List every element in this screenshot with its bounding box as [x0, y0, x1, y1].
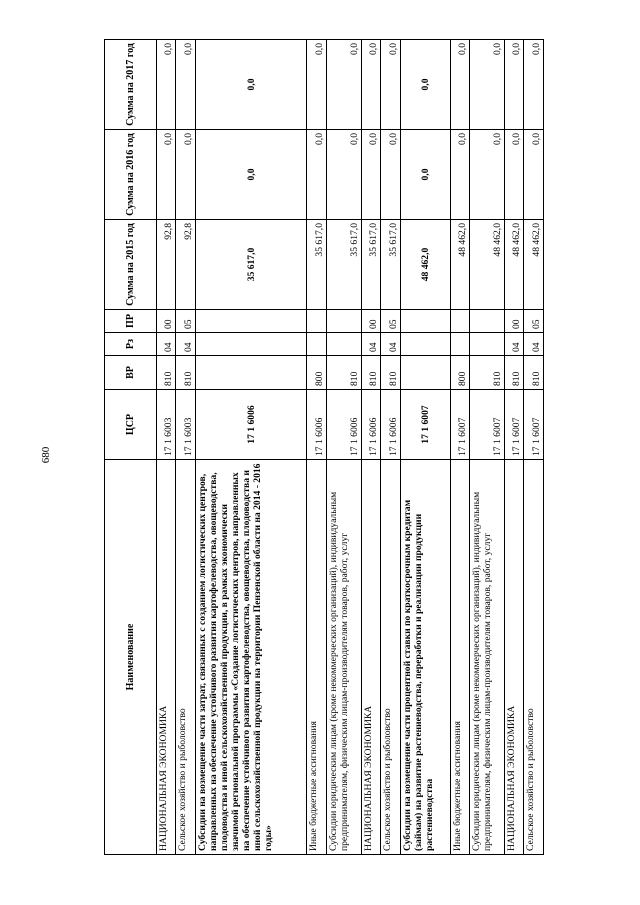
cell-rz: 04 [157, 333, 176, 356]
cell-rz: 04 [176, 333, 195, 356]
cell-sum-2016: 0,0 [326, 130, 361, 220]
header-sum-2016: Сумма на 2016 год [105, 130, 157, 220]
header-sum-2017: Сумма на 2017 год [105, 40, 157, 130]
cell-rz [326, 333, 361, 356]
cell-csr: 17 1 6007 [505, 390, 524, 460]
cell-name: Сельское хозяйство и рыболовство [524, 460, 544, 855]
cell-name: Субсидии на возмещение части затрат, связанных с созданием логистических центров, направленных на обеспечение устойчивого развития картофелеводства, овощеводства, плодоводства и иной сельскохозяйственной продукции, в рамках экономически значимой региональной программы «Создание логистических центров, направленных на обеспечение устойчивого развития картофелеводства, овощеводства, плодоводства и иной сельскохозяйственной продукции на территории Пензенской области на 2014 - 2016 годы» [195, 460, 306, 855]
cell-name: Иные бюджетные ассигнования [307, 460, 326, 855]
cell-vr: 810 [157, 356, 176, 390]
header-rz: Рз [105, 333, 157, 356]
cell-sum-2015: 48 462,0 [470, 220, 505, 310]
cell-name: Сельское хозяйство и рыболовство [176, 460, 195, 855]
cell-vr: 810 [176, 356, 195, 390]
cell-name: Субсидии на возмещение части процентной ставки по краткосрочным кредитам (займам) на развитие растениеводства, переработки и реализации продукции растениеводства [400, 460, 450, 855]
cell-rz [450, 333, 469, 356]
cell-sum-2015: 35 617,0 [381, 220, 400, 310]
cell-csr: 17 1 6003 [157, 390, 176, 460]
cell-sum-2017: 0,0 [361, 40, 380, 130]
cell-csr: 17 1 6003 [176, 390, 195, 460]
cell-sum-2016: 0,0 [450, 130, 469, 220]
table-row [176, 40, 195, 855]
cell-name: НАЦИОНАЛЬНАЯ ЭКОНОМИКА [505, 460, 524, 855]
cell-sum-2015: 35 617,0 [361, 220, 380, 310]
cell-vr: 810 [524, 356, 544, 390]
cell-sum-2016: 0,0 [195, 130, 306, 220]
cell-rz [470, 333, 505, 356]
cell-pr [307, 310, 326, 333]
table-row [505, 40, 524, 855]
cell-name: НАЦИОНАЛЬНАЯ ЭКОНОМИКА [157, 460, 176, 855]
cell-pr: 05 [176, 310, 195, 333]
cell-vr: 810 [381, 356, 400, 390]
cell-rz: 04 [524, 333, 544, 356]
cell-csr: 17 1 6006 [381, 390, 400, 460]
cell-pr [195, 310, 306, 333]
cell-pr [450, 310, 469, 333]
cell-vr: 800 [307, 356, 326, 390]
table-row [326, 40, 361, 855]
cell-sum-2017: 0,0 [470, 40, 505, 130]
cell-rz: 04 [381, 333, 400, 356]
cell-vr: 810 [505, 356, 524, 390]
budget-table [104, 39, 544, 855]
cell-sum-2015: 48 462,0 [505, 220, 524, 310]
cell-csr: 17 1 6006 [307, 390, 326, 460]
cell-sum-2015: 35 617,0 [195, 220, 306, 310]
header-csr: ЦСР [105, 390, 157, 460]
cell-name: Иные бюджетные ассигнования [450, 460, 469, 855]
cell-sum-2017: 0,0 [505, 40, 524, 130]
table-row [195, 40, 306, 855]
cell-sum-2016: 0,0 [157, 130, 176, 220]
cell-csr: 17 1 6007 [470, 390, 505, 460]
cell-sum-2016: 0,0 [361, 130, 380, 220]
cell-pr: 05 [524, 310, 544, 333]
table-row [307, 40, 326, 855]
table-header-row [105, 40, 157, 855]
cell-rz [195, 333, 306, 356]
table-body [157, 40, 544, 855]
cell-vr: 810 [326, 356, 361, 390]
cell-name: Субсидии юридическим лицам (кроме некоммерческих организаций), индивидуальным предпринимателям, физическим лицам-производителям товаров, работ, услуг [470, 460, 505, 855]
cell-csr: 17 1 6006 [195, 390, 306, 460]
cell-sum-2016: 0,0 [176, 130, 195, 220]
cell-rz: 04 [505, 333, 524, 356]
header-pr: ПР [105, 310, 157, 333]
cell-name: Сельское хозяйство и рыболовство [381, 460, 400, 855]
cell-rz [400, 333, 450, 356]
cell-csr: 17 1 6007 [450, 390, 469, 460]
cell-vr: 800 [450, 356, 469, 390]
cell-vr: 810 [361, 356, 380, 390]
cell-sum-2015: 92,8 [157, 220, 176, 310]
budget-table-container [104, 40, 544, 855]
table-row [470, 40, 505, 855]
cell-csr: 17 1 6006 [361, 390, 380, 460]
cell-pr: 00 [157, 310, 176, 333]
cell-sum-2017: 0,0 [400, 40, 450, 130]
cell-sum-2016: 0,0 [524, 130, 544, 220]
cell-pr: 00 [361, 310, 380, 333]
cell-sum-2017: 0,0 [326, 40, 361, 130]
cell-name: НАЦИОНАЛЬНАЯ ЭКОНОМИКА [361, 460, 380, 855]
table-row [361, 40, 380, 855]
cell-csr: 17 1 6007 [400, 390, 450, 460]
cell-sum-2015: 92,8 [176, 220, 195, 310]
cell-pr [470, 310, 505, 333]
cell-vr [400, 356, 450, 390]
cell-sum-2016: 0,0 [381, 130, 400, 220]
table-row [450, 40, 469, 855]
cell-sum-2017: 0,0 [450, 40, 469, 130]
header-vr: ВР [105, 356, 157, 390]
cell-rz: 04 [361, 333, 380, 356]
cell-vr [195, 356, 306, 390]
cell-sum-2015: 48 462,0 [450, 220, 469, 310]
table-row [157, 40, 176, 855]
page-number: 680 [40, 446, 52, 464]
cell-sum-2017: 0,0 [381, 40, 400, 130]
cell-pr: 00 [505, 310, 524, 333]
cell-sum-2017: 0,0 [307, 40, 326, 130]
cell-sum-2015: 35 617,0 [307, 220, 326, 310]
cell-sum-2015: 35 617,0 [326, 220, 361, 310]
cell-pr [400, 310, 450, 333]
header-sum-2015: Сумма на 2015 год [105, 220, 157, 310]
cell-sum-2017: 0,0 [524, 40, 544, 130]
cell-sum-2015: 48 462,0 [524, 220, 544, 310]
cell-sum-2017: 0,0 [195, 40, 306, 130]
cell-sum-2016: 0,0 [505, 130, 524, 220]
cell-pr [326, 310, 361, 333]
table-row [381, 40, 400, 855]
cell-sum-2016: 0,0 [400, 130, 450, 220]
cell-sum-2016: 0,0 [307, 130, 326, 220]
header-name: Наименование [105, 460, 157, 855]
table-row [524, 40, 544, 855]
cell-vr: 810 [470, 356, 505, 390]
cell-csr: 17 1 6007 [524, 390, 544, 460]
cell-rz [307, 333, 326, 356]
cell-csr: 17 1 6006 [326, 390, 361, 460]
cell-pr: 05 [381, 310, 400, 333]
table-row [400, 40, 450, 855]
cell-sum-2017: 0,0 [176, 40, 195, 130]
cell-sum-2015: 48 462,0 [400, 220, 450, 310]
cell-name: Субсидии юридическим лицам (кроме некоммерческих организаций), индивидуальным предпринимателям, физическим лицам-производителям товаров, работ, услуг [326, 460, 361, 855]
cell-sum-2016: 0,0 [470, 130, 505, 220]
cell-sum-2017: 0,0 [157, 40, 176, 130]
